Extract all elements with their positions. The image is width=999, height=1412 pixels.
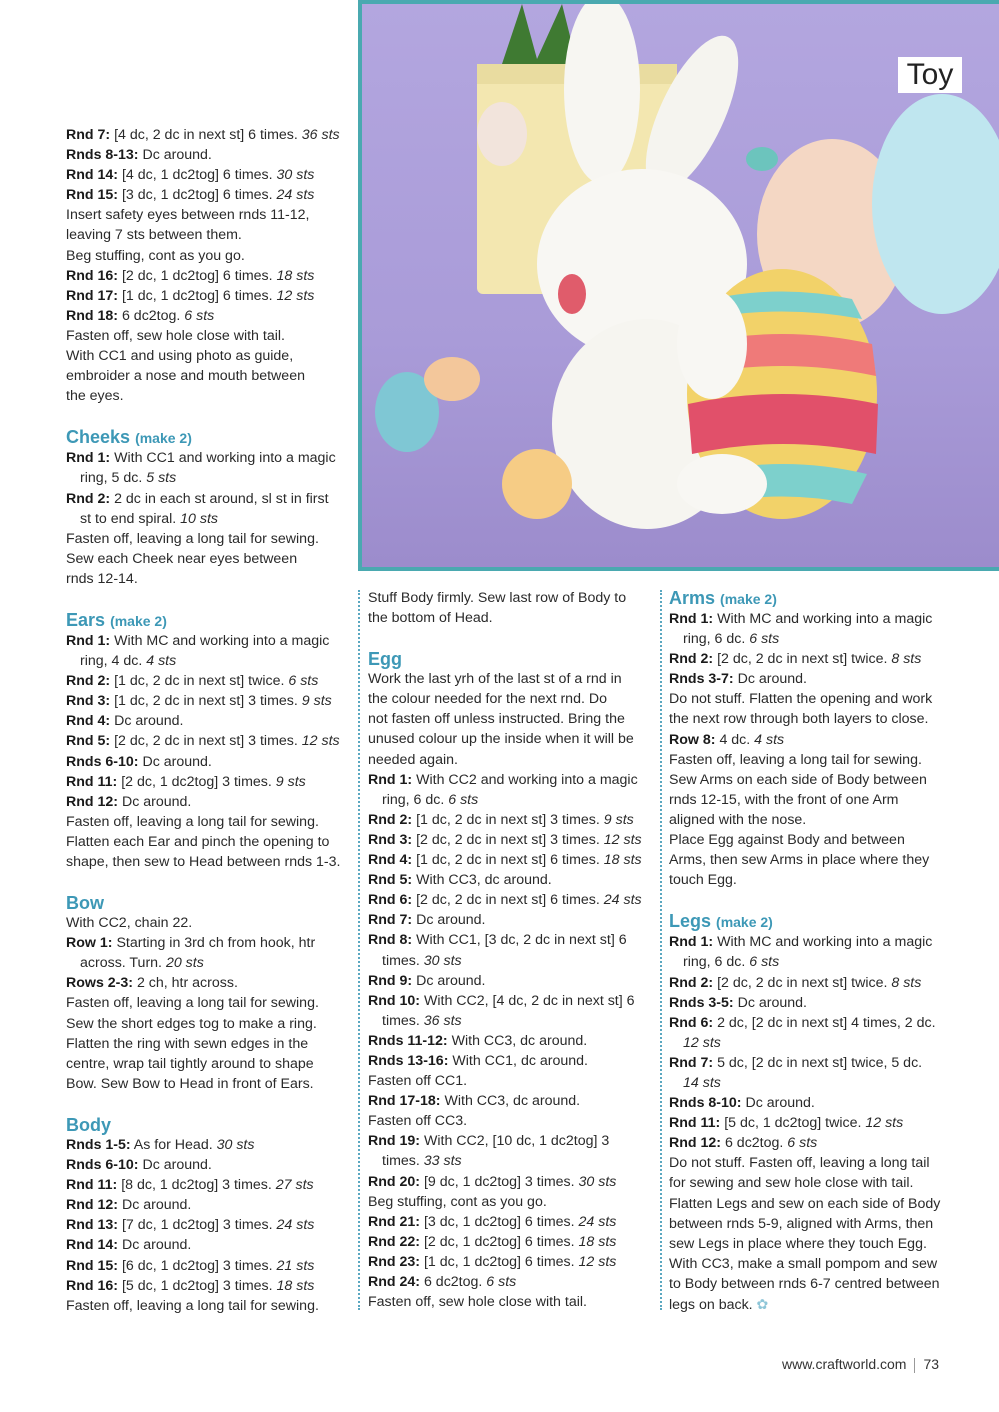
instruction-line: Rnd 2: [1 dc, 2 dc in next st] twice. 6 sts [66, 673, 319, 690]
body-continuation [368, 588, 653, 628]
instruction-line: rnds 12-14. [66, 570, 138, 587]
instruction-line: Do not stuff. Flatten the opening and work [669, 691, 933, 708]
instruction-line: Flatten each Ear and pinch the opening to [66, 833, 330, 850]
instruction-line: Fasten off, leaving a long tail for sewing. [66, 530, 319, 547]
instruction-line: Rnd 5: [2 dc, 2 dc in next st] 3 times. 12 sts [66, 733, 340, 750]
instruction-line: Rnds 13-16: With CC1, dc around. [368, 1052, 588, 1069]
instruction-line: Rnd 12: Dc around. [66, 793, 192, 810]
instruction-line: leaving 7 sts between them. [66, 227, 242, 244]
instruction-line: Rnd 11: [8 dc, 1 dc2tog] 3 times. 27 sts [66, 1177, 314, 1194]
instruction-line: Rnd 4: Dc around. [66, 713, 184, 730]
instruction-line: Rnd 14: [4 dc, 1 dc2tog] 6 times. 30 sts [66, 167, 315, 184]
instruction-line: Rnd 22: [2 dc, 1 dc2tog] 6 times. 18 sts [368, 1233, 617, 1250]
page-number: 73 [923, 1356, 940, 1372]
instruction-line: Fasten off CC3. [368, 1113, 468, 1130]
instruction-line: Rnd 3: [2 dc, 2 dc in next st] 3 times. 12 sts [368, 831, 642, 848]
instruction-line: Work the last yrh of the last st of a rnd in [368, 671, 622, 688]
instruction-line: Rnd 17-18: With CC3, dc around. [368, 1093, 581, 1110]
instruction-line: Beg stuffing, cont as you go. [66, 247, 245, 264]
instruction-line: Rnd 11: [2 dc, 1 dc2tog] 3 times. 9 sts [66, 773, 306, 790]
instruction-line: Rnds 8-10: Dc around. [669, 1095, 815, 1112]
column-2 [368, 588, 653, 1312]
head-continuation [66, 125, 351, 406]
cheeks-heading: Cheeks (make 2) [66, 427, 192, 448]
instruction-line: Fasten off, leaving a long tail for sewing. [66, 995, 319, 1012]
ears-instructions [66, 631, 351, 872]
instruction-line: Rnd 5: With CC3, dc around. [368, 872, 552, 889]
bow-instructions [66, 913, 351, 1094]
instruction-line: across. Turn. 20 sts [80, 955, 204, 972]
instruction-line: times. 36 sts [382, 1012, 462, 1029]
instruction-line: Rnd 3: [1 dc, 2 dc in next st] 3 times. 9 sts [66, 693, 332, 710]
instruction-line: Rnd 1: With MC and working into a magic [669, 934, 933, 951]
instruction-line: Rnd 1: With CC1 and working into a magic [66, 450, 336, 467]
column-3 [669, 588, 959, 1315]
instruction-line: Rnd 23: [1 dc, 1 dc2tog] 6 times. 12 sts [368, 1253, 617, 1270]
instruction-line: times. 30 sts [382, 952, 462, 969]
instruction-line: Rnd 6: [2 dc, 2 dc in next st] 6 times. 24 sts [368, 892, 642, 909]
body-heading: Body [66, 1114, 111, 1135]
instruction-line: not fasten off unless instructed. Bring the [368, 711, 625, 728]
instruction-line: With CC2, chain 22. [66, 915, 193, 932]
instruction-line: Rnds 3-5: Dc around. [669, 994, 807, 1011]
instruction-line: Rnd 15: [3 dc, 1 dc2tog] 6 times. 24 sts [66, 187, 315, 204]
instruction-line: the colour needed for the next rnd. Do [368, 691, 607, 708]
column-1 [66, 125, 351, 1316]
instruction-line: Rnd 1: With MC and working into a magic [669, 611, 933, 627]
instruction-line: Sew Arms on each side of Body between [669, 771, 927, 788]
instruction-line: With CC1 and using photo as guide, [66, 348, 294, 365]
instruction-line: Rnd 21: [3 dc, 1 dc2tog] 6 times. 24 sts [368, 1213, 617, 1230]
instruction-line: Row 8: 4 dc. 4 sts [669, 731, 785, 748]
instruction-line: ring, 6 dc. 6 sts [683, 954, 780, 971]
instruction-line: aligned with the nose. [669, 811, 807, 828]
instruction-line: Rnd 7: Dc around. [368, 912, 486, 929]
body-instructions [66, 1135, 351, 1316]
instruction-line: Sew each Cheek near eyes between [66, 550, 298, 567]
egg-heading: Egg [368, 649, 402, 670]
instruction-line: times. 33 sts [382, 1153, 462, 1170]
instruction-line: unused colour up the inside when it will be [368, 731, 634, 748]
instruction-line: Rnd 1: With CC2 and working into a magic [368, 771, 638, 788]
instruction-line: Sew the short edges tog to make a ring. [66, 1015, 317, 1032]
instruction-line: Fasten off, sew hole close with tail. [66, 327, 285, 344]
instruction-line: Rnd 7: 5 dc, [2 dc in next st] twice, 5 dc. [669, 1054, 923, 1071]
instruction-line: Rnd 9: Dc around. [368, 972, 486, 989]
legs-instructions [669, 932, 959, 1315]
instruction-line: ring, 4 dc. 4 sts [80, 653, 177, 670]
section-label: Toy [898, 57, 962, 93]
instruction-line: Bow. Sew Bow to Head in front of Ears. [66, 1075, 314, 1092]
instruction-line: the eyes. [66, 388, 124, 405]
instruction-line: Rnd 7: [4 dc, 2 dc in next st] 6 times. 36 sts [66, 127, 340, 143]
instruction-line: centre, wrap tail tightly around to shape [66, 1055, 314, 1072]
instruction-line: for sewing and sew hole close with tail. [669, 1175, 914, 1192]
arms-instructions [669, 609, 959, 890]
instruction-line: Place Egg against Body and between [669, 832, 905, 849]
cheeks-instructions [66, 448, 351, 589]
instruction-line: Rnds 1-5: As for Head. 30 sts [66, 1136, 255, 1153]
instruction-line: Rnds 6-10: Dc around. [66, 753, 212, 770]
instruction-line: With CC3, make a small pompom and sew [669, 1255, 938, 1272]
instruction-line: Rnd 1: With MC and working into a magic [66, 632, 330, 649]
instruction-line: Rnd 10: With CC2, [4 dc, 2 dc in next st] 6 [368, 992, 635, 1009]
instruction-line: Fasten off, leaving a long tail for sewing. [66, 1297, 319, 1314]
instruction-line: Flatten Legs and sew on each side of Body [669, 1195, 941, 1212]
arms-heading: Arms (make 2) [669, 588, 777, 608]
instruction-line: Rnd 2: [2 dc, 2 dc in next st] twice. 8 sts [669, 651, 922, 668]
instruction-line: Rnds 8-13: Dc around. [66, 147, 212, 164]
instruction-line: Do not stuff. Fasten off, leaving a long tail [669, 1155, 930, 1172]
legs-heading: Legs (make 2) [669, 911, 773, 932]
instruction-line: Rnd 16: [2 dc, 1 dc2tog] 6 times. 18 sts [66, 267, 315, 284]
instruction-line: Flatten the ring with sewn edges in the [66, 1035, 309, 1052]
instruction-line: rnds 12-15, with the front of one Arm [669, 791, 899, 808]
instruction-line: 14 sts [683, 1074, 721, 1091]
instruction-line: Rnd 2: 2 dc in each st around, sl st in first [66, 490, 329, 507]
footer-separator [914, 1358, 915, 1373]
instruction-line: Rnd 20: [9 dc, 1 dc2tog] 3 times. 30 sts [368, 1173, 617, 1190]
column-divider-1 [358, 590, 360, 1310]
instruction-line: Fasten off CC1. [368, 1073, 468, 1090]
instruction-line: Rows 2-3: 2 ch, htr across. [66, 975, 238, 992]
instruction-line: Row 1: Starting in 3rd ch from hook, htr [66, 935, 316, 952]
instruction-line: touch Egg. [669, 872, 737, 889]
instruction-line: Rnd 12: 6 dc2tog. 6 sts [669, 1135, 818, 1152]
instruction-line: Rnd 16: [5 dc, 1 dc2tog] 3 times. 18 sts [66, 1277, 315, 1294]
instruction-line: needed again. [368, 751, 458, 768]
instruction-line: Rnd 2: [1 dc, 2 dc in next st] 3 times. 9 sts [368, 811, 634, 828]
instruction-line: Rnds 6-10: Dc around. [66, 1157, 212, 1174]
instruction-line: embroider a nose and mouth between [66, 368, 305, 385]
instruction-line: Rnd 2: [2 dc, 2 dc in next st] twice. 8 sts [669, 974, 922, 991]
instruction-line: Arms, then sew Arms in place where they [669, 852, 930, 869]
instruction-line: Rnd 4: [1 dc, 2 dc in next st] 6 times. 18 sts [368, 852, 642, 869]
instruction-line: Fasten off, leaving a long tail for sewing. [669, 751, 922, 768]
end-flower-icon: ✿ [756, 1296, 769, 1312]
instruction-line: between rnds 5-9, aligned with Arms, then [669, 1215, 934, 1232]
instruction-line: Rnd 13: [7 dc, 1 dc2tog] 3 times. 24 sts [66, 1217, 315, 1234]
instruction-line: Rnd 8: With CC1, [3 dc, 2 dc in next st] 6 [368, 932, 627, 949]
instruction-line: Rnd 17: [1 dc, 1 dc2tog] 6 times. 12 sts [66, 287, 315, 304]
instruction-line: shape, then sew to Head between rnds 1-3. [66, 854, 341, 870]
instruction-line: Rnds 3-7: Dc around. [669, 671, 807, 688]
pompom-tail [502, 449, 572, 519]
bow-heading: Bow [66, 893, 104, 914]
instruction-line: Rnds 11-12: With CC3, dc around. [368, 1032, 588, 1049]
instruction-line: Beg stuffing, cont as you go. [368, 1193, 547, 1210]
instruction-line: the next row through both layers to close. [669, 711, 929, 728]
instruction-line: Rnd 12: Dc around. [66, 1197, 192, 1214]
instruction-line: Rnd 15: [6 dc, 1 dc2tog] 3 times. 21 sts [66, 1257, 315, 1274]
instruction-line: the bottom of Head. [368, 610, 493, 627]
instruction-line: ring, 6 dc. 6 sts [683, 631, 780, 648]
column-divider-2 [660, 590, 662, 1310]
egg-instructions [368, 669, 653, 1312]
website-link[interactable]: www.craftworld.com [782, 1356, 907, 1372]
instruction-line: Stuff Body firmly. Sew last row of Body to [368, 590, 627, 606]
instruction-line: Rnd 11: [5 dc, 1 dc2tog] twice. 12 sts [669, 1115, 904, 1132]
instruction-line: legs on back. ✿ [669, 1296, 769, 1313]
instruction-line: Rnd 24: 6 dc2tog. 6 sts [368, 1274, 517, 1290]
instruction-line: Fasten off, leaving a long tail for sewing. [66, 813, 319, 830]
instruction-line: Fasten off, sew hole close with tail. [368, 1294, 587, 1311]
instruction-line: Rnd 19: With CC2, [10 dc, 1 dc2tog] 3 [368, 1133, 610, 1150]
instruction-line: sew Legs in place where they touch Egg. [669, 1235, 927, 1252]
instruction-line: Rnd 6: 2 dc, [2 dc in next st] 4 times, 2 dc. [669, 1014, 936, 1031]
page-footer [782, 1354, 939, 1374]
instruction-line: Insert safety eyes between rnds 11-12, [66, 207, 310, 224]
instruction-line: ring, 5 dc. 5 sts [80, 470, 177, 487]
instruction-line: 12 sts [683, 1034, 721, 1051]
instruction-line: ring, 6 dc. 6 sts [382, 791, 479, 808]
instruction-line: to Body between rnds 6-7 centred between [669, 1275, 940, 1292]
instruction-line: st to end spiral. 10 sts [80, 510, 219, 527]
instruction-line: Rnd 14: Dc around. [66, 1237, 192, 1254]
ears-heading: Ears (make 2) [66, 609, 167, 630]
instruction-line: Rnd 18: 6 dc2tog. 6 sts [66, 307, 215, 324]
